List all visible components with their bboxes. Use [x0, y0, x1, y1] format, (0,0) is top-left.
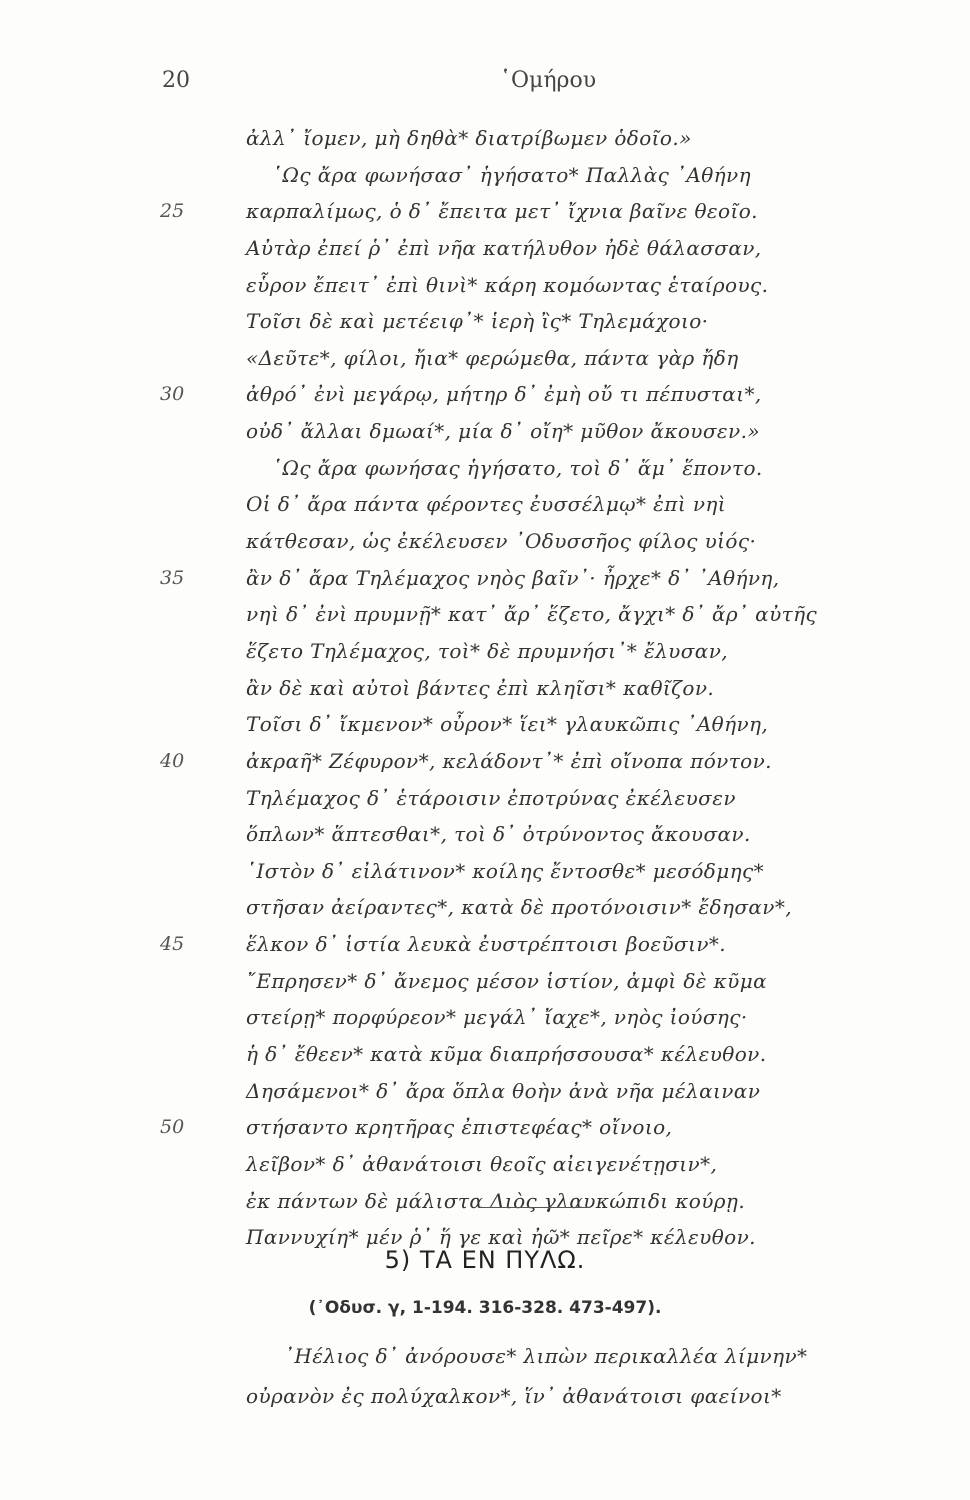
verse-text: εὗρον ἔπειτ᾽ ἐπὶ θινὶ* κάρη κομόωντας ἑταίρους.	[246, 272, 769, 297]
verse-text: ὅπλων* ἅπτεσθαι*, τοὶ δ᾽ ὀτρύνοντος ἄκουσαν.	[246, 822, 751, 847]
verse-text: Δησάμενοι* δ᾽ ἄρα ὅπλα θοὴν ἀνὰ νῆα μέλαιναν	[246, 1078, 761, 1103]
verse-text: ἂν δ᾽ ἄρα Τηλέμαχος νηὸς βαῖν᾽· ἦρχε* δ᾽ ᾽Αθήνη,	[246, 565, 780, 590]
verse-line	[0, 637, 970, 674]
verse-text: Τοῖσι δὲ καὶ μετέειφ᾽* ἱερὴ ἲς* Τηλεμάχοιο·	[246, 309, 709, 334]
verse-text: ἐκ πάντων δὲ μάλιστα Διὸς γλαυκώπιδι κούρῃ.	[246, 1188, 746, 1213]
verse-line	[0, 380, 970, 417]
verse-text: Αὐτὰρ ἐπεί ῥ᾽ ἐπὶ νῆα κατήλυθον ἠδὲ θάλασσαν,	[246, 235, 762, 260]
verse-text: ἂν δὲ καὶ αὐτοὶ βάντες ἐπὶ κληῖσι* καθῖζον.	[246, 675, 715, 700]
verse-line	[0, 124, 970, 161]
verse-line	[0, 271, 970, 308]
verse-text: καρπαλίμως, ὁ δ᾽ ἔπειτα μετ᾽ ἴχνια βαῖνε θεοῖο.	[246, 199, 758, 224]
verse-text: Τηλέμαχος δ᾽ ἑτάροισιν ἐποτρύνας ἐκέλευσεν	[246, 785, 736, 810]
verse-text: νηὶ δ᾽ ἐνὶ πρυμνῇ* κατ᾽ ἄρ᾽ ἕζετο, ἄγχι* δ᾽ ἄρ᾽ αὐτῆς	[246, 602, 818, 627]
verse-line	[0, 527, 970, 564]
verse-text: κάτθεσαν, ὡς ἐκέλευσεν ᾽Οδυσσῆος φίλος υἱός·	[246, 529, 757, 554]
verse-text: λεῖβον* δ᾽ ἀθανάτοισι θεοῖς αἰειγενέτῃσιν*,	[246, 1151, 718, 1176]
verse-text: ἕζετο Τηλέμαχος, τοὶ* δὲ πρυμνήσι᾽* ἔλυσαν,	[246, 638, 729, 663]
line-number: 40	[160, 749, 185, 772]
verse-text: ῾Ως ἄρα φωνήσασ᾽ ἡγήσατο* Παλλὰς ᾽Αθήνη	[272, 162, 751, 187]
verse-line	[0, 234, 970, 271]
verse-line	[0, 674, 970, 711]
verse-line	[0, 784, 970, 821]
verse-line	[0, 197, 970, 234]
verse-text: στήσαντο κρητῆρας ἐπιστεφέας* οἴνοιο,	[246, 1115, 673, 1140]
verse-line	[0, 1113, 970, 1150]
line-number: 25	[160, 200, 185, 223]
verse-line	[0, 1187, 970, 1224]
section-title: 5) ΤΑ ΕΝ ΠΥΛΩ.	[384, 1246, 586, 1274]
verse-line	[0, 564, 970, 601]
verse-text: ἕλκον δ᾽ ἱστία λευκὰ ἐυστρέπτοισι βοεῦσιν*.	[246, 932, 727, 957]
verse-line	[0, 930, 970, 967]
verse-text: ῾Ως ἄρα φωνήσας ἡγήσατο, τοὶ δ᾽ ἅμ᾽ ἕποντο.	[272, 455, 763, 480]
verse-text: στείρῃ* πορφύρεον* μεγάλ᾽ ἴαχε*, νηὸς ἰούσης·	[246, 1005, 748, 1030]
verse-line	[0, 710, 970, 747]
verse-text: Παννυχίη* μέν ῥ᾽ ἥ γε καὶ ἠῶ* πεῖρε* κέλευθον.	[246, 1225, 756, 1250]
verse-text: Τοῖσι δ᾽ ἴκμενον* οὖρον* ἵει* γλαυκῶπις ᾽Αθήνη,	[246, 712, 769, 737]
verse-text: ἀκραῆ* Ζέφυρον*, κελάδοντ᾽* ἐπὶ οἴνοπα πόντον.	[246, 748, 772, 773]
verse-text: οὐδ᾽ ἄλλαι δμωαί*, μία δ᾽ οἴη* μῦθον ἄκουσεν.»	[246, 419, 761, 444]
running-head: ῾Ομήρου	[500, 68, 597, 93]
verse-line	[0, 820, 970, 857]
verse-text: «Δεῦτε*, φίλοι, ἤια* φερώμεθα, πάντα γὰρ ἤδη	[246, 345, 739, 370]
verse-line	[0, 307, 970, 344]
verse-text: ἀλλ᾽ ἴομεν, μὴ δηθὰ* διατρίβωμεν ὁδοῖο.»	[246, 126, 692, 150]
verse-line	[0, 1077, 970, 1114]
verse-line	[0, 490, 970, 527]
verse-line	[0, 893, 970, 930]
verse-text: ῾Ιστὸν δ᾽ εἰλάτινον* κοίλης ἔντοσθε* μεσόδμης*	[246, 858, 764, 883]
section-verse-line: οὐρανὸν ἐς πολύχαλκον*, ἵν᾽ ἀθανάτοισι φαείνοι*	[246, 1384, 782, 1408]
verse-line	[0, 1040, 970, 1077]
verse-text: ἡ δ᾽ ἔθεεν* κατὰ κῦμα διαπρήσσουσα* κέλευθον.	[246, 1042, 767, 1067]
verse-text: στῆσαν ἀείραντες*, κατὰ δὲ προτόνοισιν* ἔδησαν*,	[246, 895, 792, 920]
verse-line	[0, 1003, 970, 1040]
verse-line	[0, 417, 970, 454]
line-number: 35	[160, 566, 185, 589]
section-verse-line: ᾽Ηέλιος δ᾽ ἀνόρουσε* λιπὼν περικαλλέα λίμνην*	[284, 1344, 808, 1368]
verse-text: Οἱ δ᾽ ἄρα πάντα φέροντες ἐυσσέλμῳ* ἐπὶ νηὶ	[246, 492, 727, 517]
verse-line	[0, 857, 970, 894]
verse-text: ἀθρό᾽ ἐνὶ μεγάρῳ, μήτηρ δ᾽ ἐμὴ οὔ τι πέπυσται*,	[246, 382, 762, 407]
line-number: 30	[160, 383, 185, 406]
verse-line	[0, 344, 970, 381]
verse-block	[0, 124, 970, 1260]
line-number: 50	[160, 1116, 185, 1139]
verse-line	[0, 967, 970, 1004]
section-divider	[480, 1207, 590, 1208]
verse-text: ῎Επρησεν* δ᾽ ἄνεμος μέσον ἱστίον, ἀμφὶ δὲ κῦμα	[246, 968, 768, 993]
verse-line	[0, 161, 970, 198]
section-source-reference: (᾽Οδυσ. γ, 1-194. 316-328. 473-497).	[308, 1298, 662, 1318]
verse-line	[0, 1150, 970, 1187]
verse-line	[0, 600, 970, 637]
verse-line	[0, 454, 970, 491]
line-number: 45	[160, 933, 185, 956]
page-number: 20	[162, 68, 190, 93]
verse-line	[0, 747, 970, 784]
